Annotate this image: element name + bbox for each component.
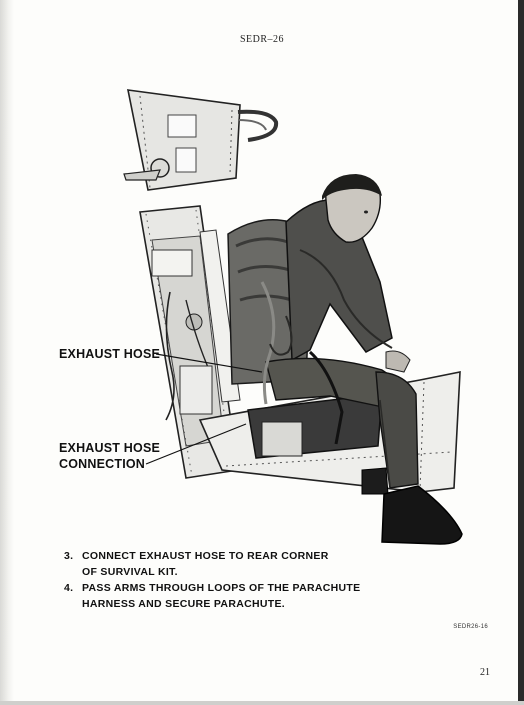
step-text-line2: OF SURVIVAL KIT. xyxy=(82,566,178,578)
step-text xyxy=(82,548,424,580)
callout-connection-line1: EXHAUST HOSE xyxy=(59,441,161,455)
page-number: 21 xyxy=(480,667,490,678)
instruction-step-3 xyxy=(64,548,424,580)
instruction-list xyxy=(64,548,424,612)
document-header: SEDR–26 xyxy=(239,34,285,45)
step-text-line1: CONNECT EXHAUST HOSE TO REAR CORNER xyxy=(82,550,329,562)
step-text-line2: HARNESS AND SECURE PARACHUTE. xyxy=(82,598,285,610)
callout-exhaust-hose-connection xyxy=(59,440,160,472)
instruction-step-4 xyxy=(64,580,424,612)
step-number: 4. xyxy=(64,582,74,594)
step-text-line1: PASS ARMS THROUGH LOOPS OF THE PARACHUTE xyxy=(82,582,361,594)
step-number: 3. xyxy=(64,550,74,562)
step-text xyxy=(82,580,424,612)
callout-connection-line2: CONNECTION xyxy=(59,457,146,471)
callout-exhaust-hose-label: EXHAUST HOSE xyxy=(59,347,161,361)
callout-exhaust-hose xyxy=(59,346,160,362)
scan-edge-bottom xyxy=(0,701,524,705)
seat-headrest xyxy=(124,90,276,190)
figure-id: SEDR26-16 xyxy=(453,624,488,630)
ejection-seat-illustration xyxy=(0,80,524,560)
